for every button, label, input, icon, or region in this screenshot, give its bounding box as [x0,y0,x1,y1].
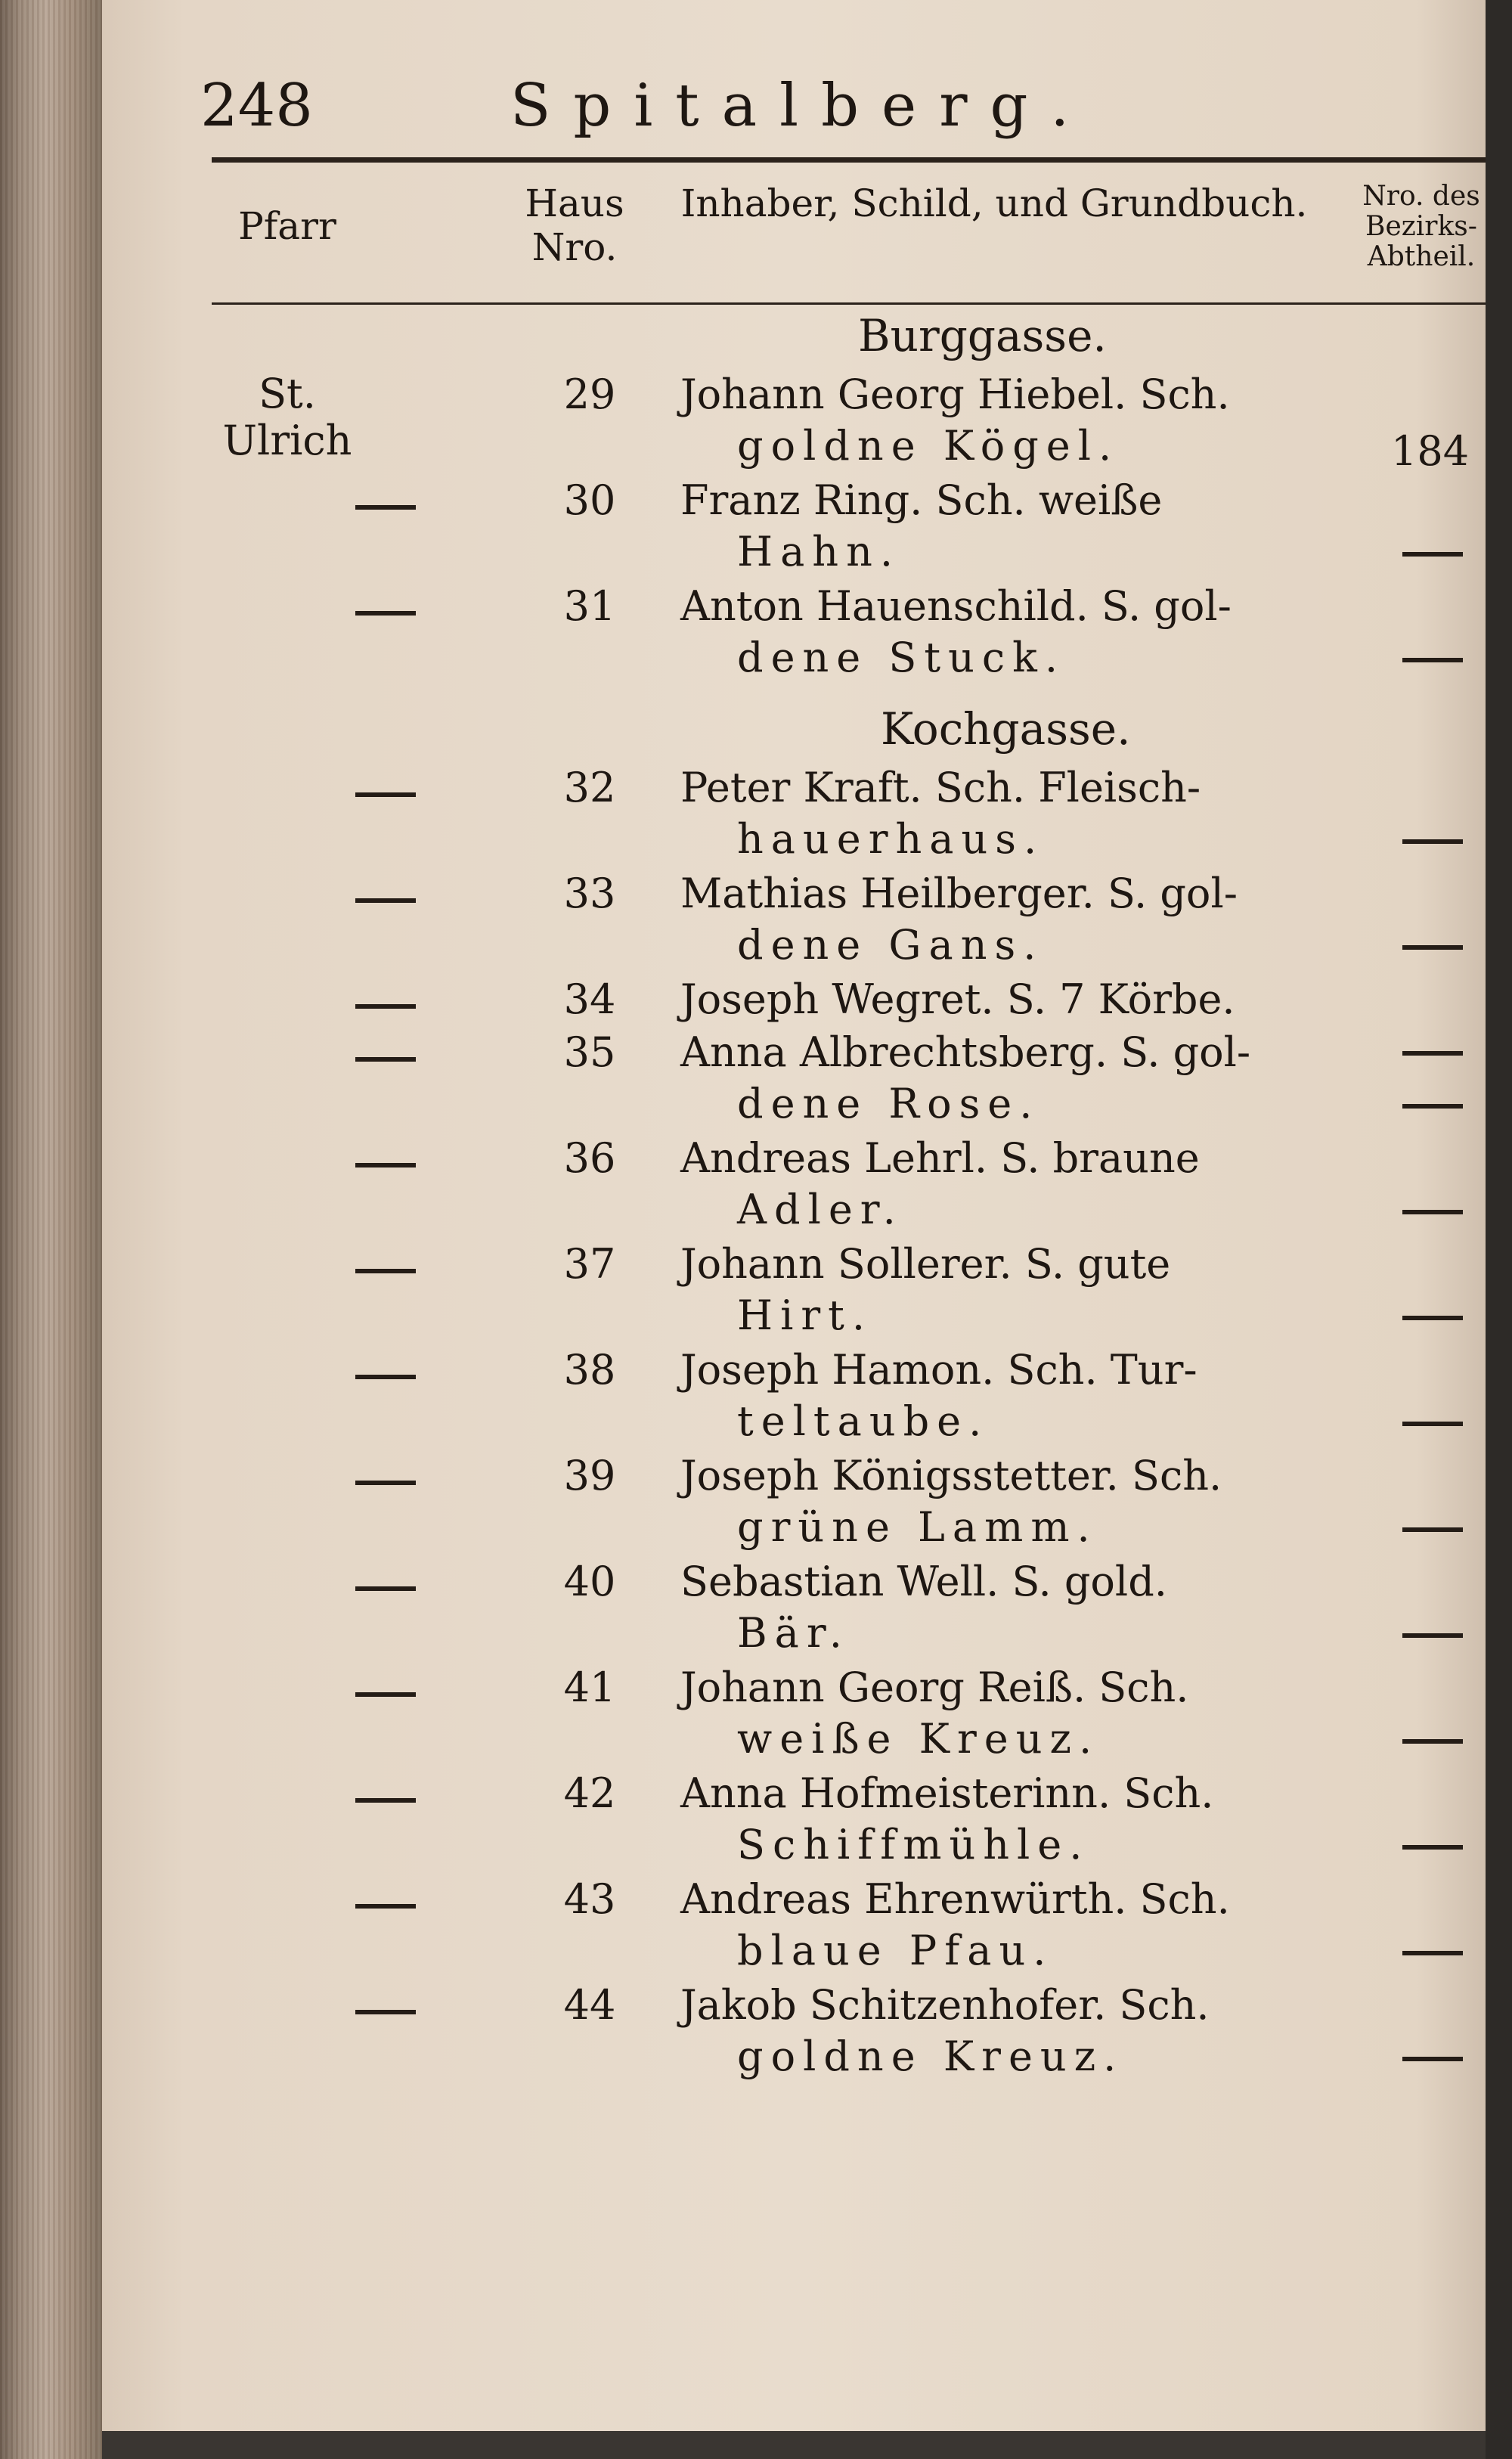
sign-cell: goldne Kögel. [737,422,1120,470]
table-row [102,1452,1486,1558]
table-row [102,1664,1486,1769]
book-page [102,0,1486,2431]
pfarr-cell [215,1875,359,1922]
owner-cell: Johann Sollerer. S. gute [680,1240,1171,1288]
pfarr-ditto-dash [355,1586,416,1591]
table-row [102,476,1486,582]
house-number-cell: 39 [563,1452,616,1499]
owner-cell: Anton Hauenschild. S. gol- [680,582,1232,630]
pfarr-ditto-dash [355,2010,416,2014]
book-spine [0,0,102,2459]
pfarr-cell [215,870,359,916]
house-number-cell: 30 [563,476,616,524]
sign-cell: dene Gans. [737,921,1044,969]
pfarr-cell [215,1240,359,1287]
bezirk-cell [1391,1509,1432,1556]
column-header-bezirk: Nro. des Bezirks-Abtheil. [1362,181,1480,272]
owner-cell: Joseph Hamon. Sch. Tur- [680,1346,1198,1394]
column-header-rule [212,302,1512,305]
house-number-cell: 42 [563,1769,616,1817]
pfarr-cell [215,1558,359,1605]
bezirk-cell [1391,1191,1432,1239]
sign-cell: Adler. [737,1186,903,1233]
bezirk-cell [1391,533,1432,581]
sign-cell: hauerhaus. [737,815,1045,863]
pfarr-cell: St. Ulrich [222,370,352,464]
owner-cell: Jakob Schitzenhofer. Sch. [680,1981,1210,2029]
table-row [102,1875,1486,1981]
pfarr-ditto-dash [355,505,416,510]
house-number-cell: 31 [563,582,616,630]
table-row [102,870,1486,975]
owner-cell: Johann Georg Reiß. Sch. [680,1664,1189,1711]
pfarr-cell [215,975,359,1022]
pfarr-ditto-dash [355,1004,416,1009]
owner-cell: Andreas Ehrenwürth. Sch. [680,1875,1230,1923]
sign-cell: grüne Lamm. [737,1503,1098,1551]
sign-cell: blaue Pfau. [737,1927,1054,1974]
pfarr-ditto-dash [355,1163,416,1167]
bezirk-cell [1391,1932,1432,1980]
sign-cell: Schiffmühle. [737,1821,1090,1868]
table-row [102,1558,1486,1664]
pfarr-ditto-dash [355,898,416,903]
owner-cell: Anna Hofmeisterinn. Sch. [680,1769,1214,1817]
bezirk-cell [1391,639,1432,687]
street-heading-burggasse: Burggasse. [858,310,1107,361]
house-number-cell: 41 [563,1664,616,1711]
owner-cell: Anna Albrechtsberg. S. gol- [680,1028,1251,1076]
table-row [102,764,1486,870]
pfarr-ditto-dash [355,1481,416,1485]
bezirk-cell [1391,820,1432,868]
page-foot-shadow [102,2431,1486,2459]
owner-cell: Andreas Lehrl. S. braune [680,1134,1200,1182]
house-number-cell: 38 [563,1346,616,1394]
pfarr-cell [215,476,359,523]
pfarr-ditto-dash [355,792,416,797]
running-title: Spitalberg. [510,72,1092,140]
bezirk-cell [1391,926,1432,974]
house-number-cell: 35 [563,1028,616,1076]
sign-cell: goldne Kreuz. [737,2033,1124,2080]
bezirk-cell [1391,1085,1432,1133]
table-row [102,1028,1486,1134]
pfarr-ditto-dash [355,1269,416,1273]
owner-cell: Joseph Königsstetter. Sch. [680,1452,1222,1499]
bezirk-cell [1391,1614,1432,1662]
table-row [102,1346,1486,1452]
table-row [102,1981,1486,2087]
owner-cell: Franz Ring. Sch. weiße [680,476,1163,524]
sign-cell: dene Rose. [737,1080,1040,1127]
pfarr-ditto-dash [355,611,416,616]
pfarr-ditto-dash [355,1692,416,1697]
house-number-cell: 32 [563,764,616,811]
header-rule [212,157,1512,163]
sign-cell: Bär. [737,1609,850,1657]
pfarr-cell [215,764,359,811]
bezirk-cell [1391,1720,1432,1768]
pfarr-cell [215,582,359,629]
table-row [102,1240,1486,1346]
bezirk-cell: 184 [1391,427,1470,475]
bezirk-cell [1391,2038,1432,2085]
owner-cell: Joseph Wegret. S. 7 Körbe. [680,975,1235,1023]
house-number-cell: 37 [563,1240,616,1288]
owner-cell: Sebastian Well. S. gold. [680,1558,1167,1605]
column-header-haus-nro: Haus Nro. [525,181,624,269]
pfarr-cell [215,1028,359,1075]
table-row [102,371,1486,476]
sign-cell: Hahn. [737,528,901,575]
pfarr-cell [215,1664,359,1710]
pfarr-cell [215,1134,359,1181]
sign-cell: Hirt. [737,1292,873,1339]
pfarr-cell [215,1981,359,2028]
owner-cell: Peter Kraft. Sch. Fleisch- [680,764,1201,811]
pfarr-cell [215,1452,359,1499]
house-number-cell: 34 [563,975,616,1023]
column-header-inhaber: Inhaber, Schild, und Grundbuch. [680,181,1308,225]
house-number-cell: 43 [563,1875,616,1923]
sign-cell: weiße Kreuz. [737,1715,1100,1763]
sign-cell: dene Stuck. [737,634,1066,681]
table-row [102,1769,1486,1875]
pfarr-cell [215,1769,359,1816]
pfarr-ditto-dash [355,1375,416,1379]
house-number-cell: 40 [563,1558,616,1605]
house-number-cell: 33 [563,870,616,917]
page-number: 248 [200,72,313,140]
pfarr-ditto-dash [355,1057,416,1062]
column-header-pfarr: Pfarr [238,204,336,248]
owner-cell: Mathias Heilberger. S. gol- [680,870,1238,917]
street-heading-kochgasse: Kochgasse. [881,703,1131,755]
pfarr-ditto-dash [355,1798,416,1803]
owner-cell: Johann Georg Hiebel. Sch. [680,371,1230,418]
house-number-cell: 36 [563,1134,616,1182]
sign-cell: teltaube. [737,1397,990,1445]
house-number-cell: 29 [563,371,616,418]
bezirk-cell [1391,1826,1432,1874]
pfarr-cell [215,1346,359,1393]
table-row [102,1134,1486,1240]
bezirk-cell [1391,1403,1432,1450]
bezirk-cell [1391,1297,1432,1344]
page-edge [1486,0,1512,2459]
table-row [102,582,1486,688]
house-number-cell: 44 [563,1981,616,2029]
pfarr-ditto-dash [355,1904,416,1909]
